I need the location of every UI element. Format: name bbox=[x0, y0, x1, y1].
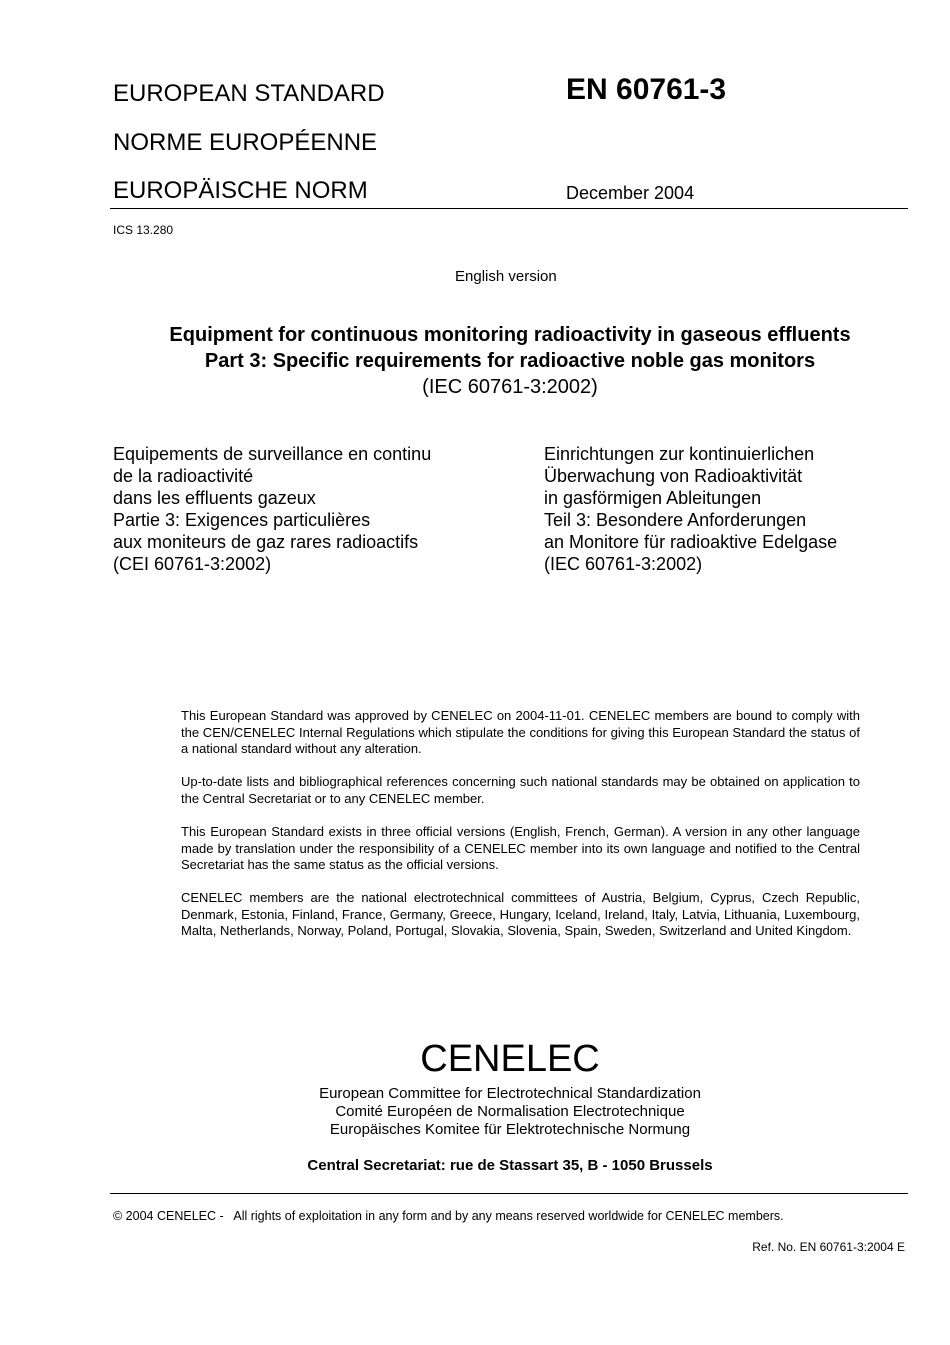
org-name-english: European Committee for Electrotechnical Standardization bbox=[319, 1085, 701, 1102]
french-title-line: Equipements de surveillance en continu bbox=[113, 444, 432, 464]
language-version: English version bbox=[455, 268, 557, 285]
cenelec-logo-text: CENELEC bbox=[420, 1038, 600, 1080]
header-line-french: NORME EUROPÉENNE bbox=[113, 129, 378, 156]
header-line-german: EUROPÄISCHE NORM bbox=[113, 177, 368, 204]
french-title-line: Partie 3: Exigences particulières bbox=[113, 510, 371, 530]
title-line-3: (IEC 60761-3:2002) bbox=[422, 376, 598, 398]
french-title-line: de la radioactivité bbox=[113, 466, 254, 486]
central-secretariat-address: Central Secretariat: rue de Stassart 35, B - 1050 Brussels bbox=[307, 1157, 713, 1174]
header-divider bbox=[110, 208, 908, 209]
french-title-line: aux moniteurs de gaz rares radioactifs bbox=[113, 532, 419, 552]
publication-date: December 2004 bbox=[566, 183, 695, 203]
german-title-line: Teil 3: Besondere Anforderungen bbox=[544, 510, 807, 530]
title-line-1: Equipment for continuous monitoring radioactivity in gaseous effluents bbox=[169, 324, 851, 346]
german-title-line: in gasförmigen Ableitungen bbox=[544, 488, 762, 508]
german-title bbox=[544, 443, 837, 575]
french-title-line: dans les effluents gazeux bbox=[113, 488, 316, 508]
german-title-line: an Monitore für radioaktive Edelgase bbox=[544, 532, 838, 552]
german-title-line: Einrichtungen zur kontinuierlichen bbox=[544, 444, 815, 464]
german-title-line: Überwachung von Radioaktivität bbox=[544, 466, 803, 486]
french-title-line: (CEI 60761-3:2002) bbox=[113, 554, 272, 574]
approval-paragraph: This European Standard was approved by CENELEC on 2004-11-01. CENELEC members are bound to comply with the CEN/CENELEC Internal Regulations which stipulate the conditions for giving this European Standard the status of a national standard without any alteration. bbox=[181, 708, 860, 757]
german-title-line: (IEC 60761-3:2002) bbox=[544, 554, 703, 574]
footer-divider bbox=[110, 1193, 908, 1194]
english-title bbox=[110, 322, 910, 400]
copyright-notice: © 2004 CENELEC - All rights of exploitation in any form and by any means reserved worldwide for CENELEC members. bbox=[113, 1209, 784, 1223]
references-paragraph: Up-to-date lists and bibliographical references concerning such national standards may be obtained on application to the Central Secretariat or to any CENELEC member. bbox=[181, 774, 860, 806]
org-name-german: Europäisches Komitee für Elektrotechnische Normung bbox=[329, 1121, 691, 1138]
versions-paragraph: This European Standard exists in three official versions (English, French, German). A version in any other language made by translation under the responsibility of a CENELEC member into its own language and notified to the Central Secretariat has the same status as the official versions. bbox=[181, 824, 860, 873]
reference-number: Ref. No. EN 60761-3:2004 E bbox=[752, 1240, 905, 1254]
french-title bbox=[113, 443, 431, 575]
members-paragraph: CENELEC members are the national electrotechnical committees of Austria, Belgium, Cyprus, Czech Republic, Denmark, Estonia, Finland, France, Germany, Greece, Hungary, Iceland, Ireland, Italy, Latvia, Lithuania, Luxembourg, Malta, Netherlands, Norway, Poland, Portugal, Slovakia, Slovenia, Spain, Sweden, Switzerland and United Kingdom. bbox=[181, 890, 860, 939]
title-line-2: Part 3: Specific requirements for radioactive noble gas monitors bbox=[204, 350, 816, 372]
standard-number: EN 60761-3 bbox=[566, 73, 727, 106]
header-line-english: EUROPEAN STANDARD bbox=[113, 80, 385, 107]
org-name-french: Comité Européen de Normalisation Electrotechnique bbox=[335, 1103, 685, 1120]
ics-code: ICS 13.280 bbox=[113, 223, 174, 237]
